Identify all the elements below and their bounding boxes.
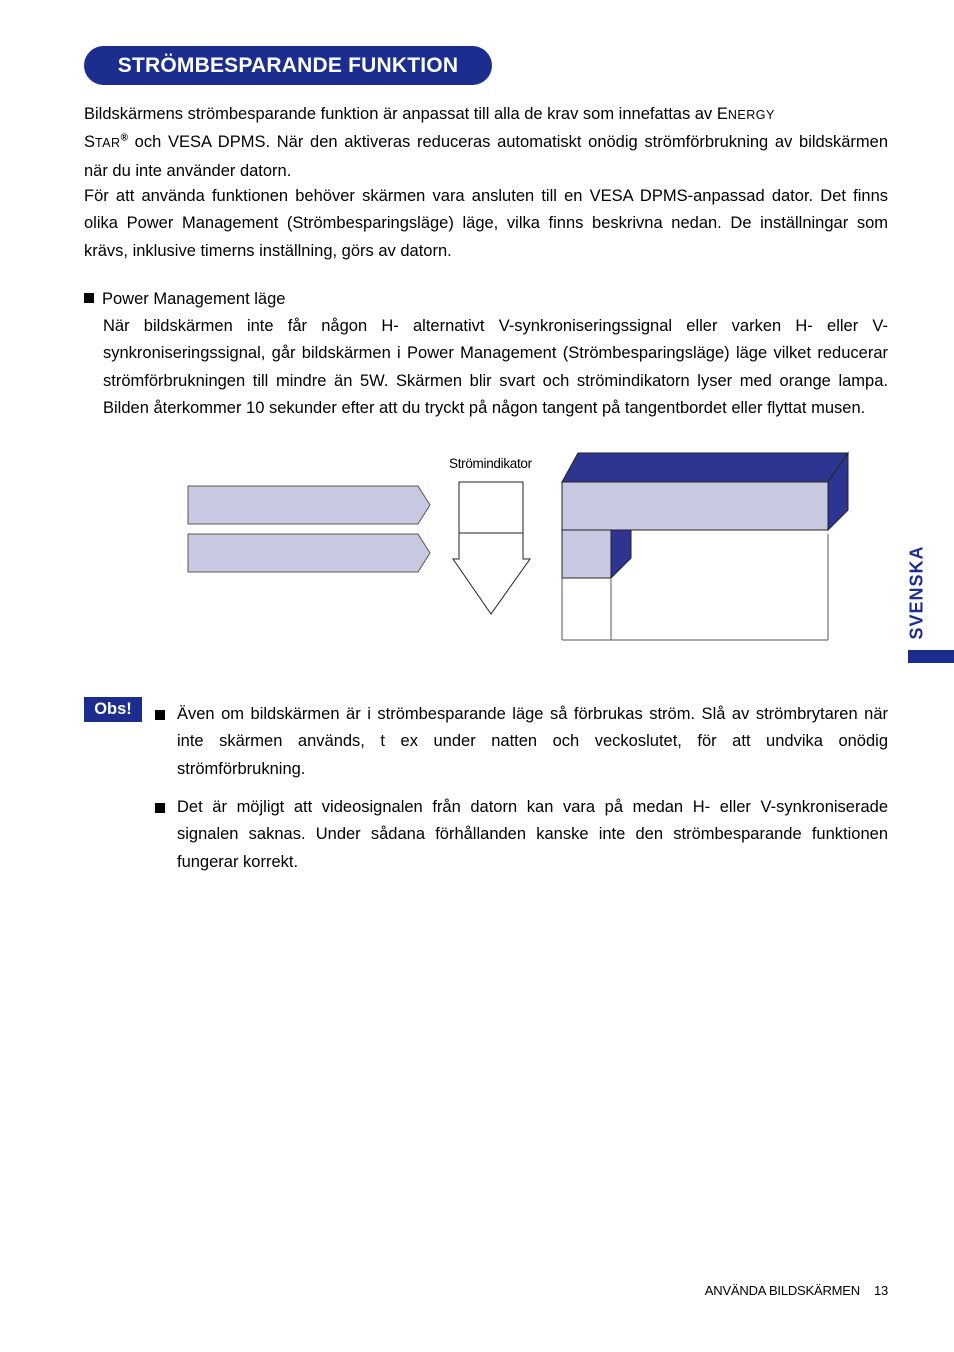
square-bullet-icon xyxy=(155,710,165,720)
registered-mark: ® xyxy=(120,132,128,144)
square-bullet-icon xyxy=(84,293,94,303)
table-left-cell-side xyxy=(611,530,631,578)
square-bullet-icon xyxy=(155,803,165,813)
star-cap: S xyxy=(84,133,96,152)
intro-paragraph-2: För att använda funktionen behöver skärmen vara ansluten till en VESA DPMS-anpassad dator. Det finns olika Power Management (Strömbesparingsläge) läge, vilka finns beskrivna nedan. De inställningar som krävs, inklusive timerns inställning, görs av datorn. xyxy=(84,187,888,260)
language-tab-label: SVENSKA xyxy=(906,544,927,640)
footer-section: ANVÄNDA BILDSKÄRMEN xyxy=(704,1283,860,1298)
note-text: Även om bildskärmen är i strömbesparande läge så förbrukas ström. Slå av strömbrytaren när inte skärmen används, t ex under natten och veckoslutet, för att undvika onödig strömförbrukning. xyxy=(177,705,888,778)
intro-text-b: och VESA DPMS. När den aktiveras reduceras automatiskt onödig strömförbrukning av bildskärmen när du inte använder datorn. xyxy=(84,133,888,180)
star-rest: TAR xyxy=(95,136,121,151)
table-header-bar xyxy=(562,482,828,530)
note-badge: Obs! xyxy=(84,697,142,722)
signal-arrow-bottom xyxy=(188,534,430,572)
note-item xyxy=(155,794,888,876)
note-text: Det är möjligt att videosignalen från datorn kan vara på medan H- eller V-synkroniserade signalen saknas. Under sådana förhållanden kanske inte den strömbesparande funktionen fungerar korrekt. xyxy=(177,798,888,871)
page-number: 13 xyxy=(873,1283,888,1298)
table-side-face xyxy=(828,453,848,530)
language-tab xyxy=(903,542,931,642)
intro-paragraph-1 xyxy=(84,101,888,185)
indicator-down-arrow-icon xyxy=(453,482,530,614)
signal-arrow-top xyxy=(188,486,430,524)
power-management-heading-text: Power Management läge xyxy=(102,290,286,308)
power-management-body: När bildskärmen inte får någon H- alternativt V-synkroniseringssignal eller varken H- eller V-synkroniseringssignal, går bildskärmen i Power Management (Strömbesparingsläge) läge vilket reducerar strömförbrukningen till mindre än 5W. Skärmen blir svart och strömindikatorn lyser med orange lampa. Bilden återkommer 10 sekunder efter att du tryckt på någon tangent på tangentbordet eller flyttat musen. xyxy=(103,317,888,417)
table-left-cell xyxy=(562,530,611,578)
language-tab-bar xyxy=(908,650,954,663)
energy-rest: NERGY xyxy=(727,108,775,122)
section-title: STRÖMBESPARANDE FUNKTION xyxy=(84,46,492,85)
note-item xyxy=(155,701,888,783)
table-top-face xyxy=(562,453,848,482)
intro-text-a: Bildskärmens strömbesparande funktion är anpassat till alla de krav som innefattas av xyxy=(84,105,717,123)
power-management-heading xyxy=(84,286,285,313)
energy-cap: E xyxy=(716,105,728,123)
page-footer xyxy=(620,1283,888,1298)
indicator-label: Strömindikator xyxy=(449,456,532,471)
